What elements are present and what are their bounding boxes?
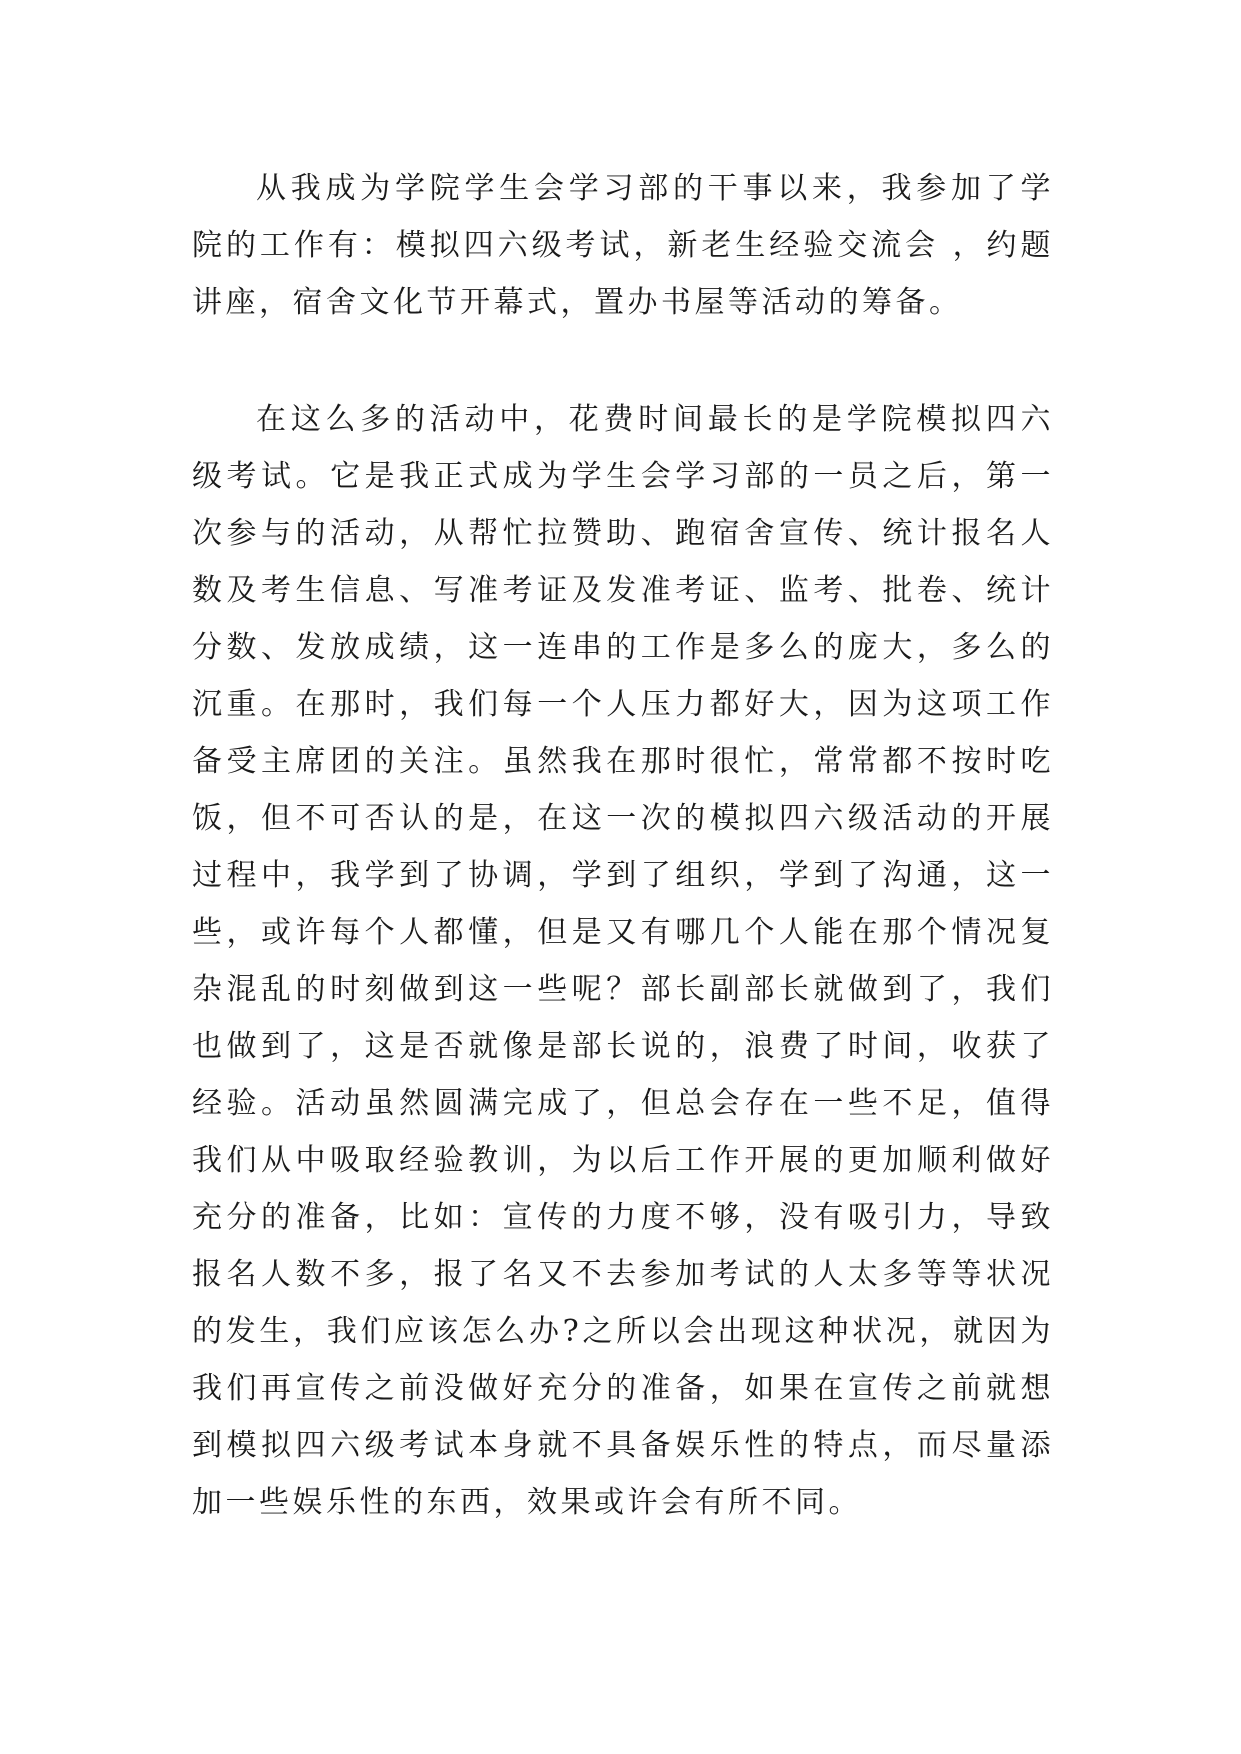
paragraph-2: 在这么多的活动中，花费时间最长的是学院模拟四六级考试。它是我正式成为学生会学习部的一员之后，第一次参与的活动，从帮忙拉赞助、跑宿舍宣传、统计报名人数及考生信息、写准考证及发准考证、监考、批卷、统计分数、发放成绩，这一连串的工作是多么的庞大，多么的沉重。在那时，我们每一个人压力都好大，因为这项工作备受主席团的关注。虽然我在那时很忙，常常都不按时吃饭，但不可否认的是，在这一次的模拟四六级活动的开展过程中，我学到了协调，学到了组织，学到了沟通，这一些，或许每个人都懂，但是又有哪几个人能在那个情况复杂混乱的时刻做到这一些呢？部长副部长就做到了，我们也做到了，这是否就像是部长说的，浪费了时间，收获了经验。活动虽然圆满完成了，但总会存在一些不足，值得我们从中吸取经验教训，为以后工作开展的更加顺利做好充分的准备，比如：宣传的力度不够，没有吸引力，导致报名人数不多，报了名又不去参加考试的人太多等等状况的发生，我们应该怎么办?之所以会出现这种状况，就因为我们再宣传之前没做好充分的准备，如果在宣传之前就想到模拟四六级考试本身就不具备娱乐性的特点，而尽量添加一些娱乐性的东西，效果或许会有所不同。: [192, 402, 1054, 1520]
paragraph-1: 从我成为学院学生会学习部的干事以来，我参加了学院的工作有：模拟四六级考试，新老生经验交流会 ，约题讲座，宿舍文化节开幕式，置办书屋等活动的筹备。: [192, 171, 1054, 320]
